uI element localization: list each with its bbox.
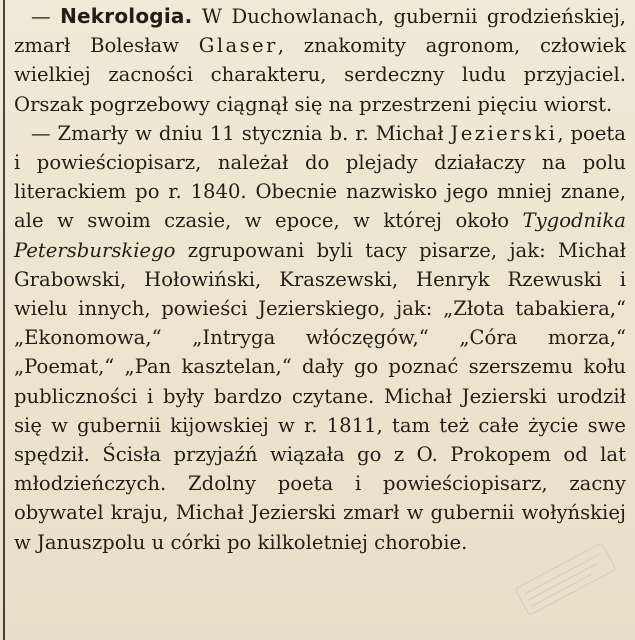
paragraph-text: , poeta i powieściopisarz, należał do plejady działaczy na polu literackiem po r. 1840. Obecnie nazwisko jego mniej znane, ale w swoim czasie, w epoce, w której około	[14, 121, 626, 233]
spaced-name: Jezierski	[450, 121, 558, 145]
article-column	[14, 2, 626, 557]
spaced-name: Glaser	[198, 34, 278, 58]
italic-title: Tygodnika Petersburskiego	[14, 209, 626, 262]
paragraph-text: W Duchowlanach, gubernii grodzieńskiej, zmarł Bolesław	[14, 5, 627, 58]
paragraph-text: — Zmarły w dniu 11 stycznia b. r. Michał	[31, 121, 451, 145]
dash: —	[31, 5, 61, 28]
obituary-paragraph-jezierski	[14, 119, 626, 557]
section-heading: Nekrologia.	[60, 4, 193, 28]
paragraph-text: zgrupowani byli tacy pisarze, jak: Michał Grabowski, Hołowiński, Kraszewski, Henryk Rzewuski i wielu innych, powieści Jezierskiego, jak: „Złota tabakiera,“ „Ekonomowa,“ „Intryga włóczęgów,“ „Córa morza,“ „Poemat,“ „Pan kasztelan,“ dały go poznać szerszemu kołu publiczności i były bardzo czytane. Michał Jezierski urodził się w gubernii kijowskiej w r. 1811, tam też całe życie swe spędził. Ścisła przyjaźń wiązała go z O. Prokopem od lat młodzieńczych. Zdolny poeta i powieściopisarz, zacny obywatel kraju, Michał Jezierski zmarł w gubernii wołyńskiej w Januszpolu u córki po kilkoletniej chorobie.	[14, 238, 626, 554]
column-rule	[3, 0, 5, 640]
obituary-paragraph-glaser	[14, 2, 626, 119]
paragraph-text: , znakomity agronom, człowiek wielkiej zacności charakteru, serdeczny ludu przyjaciel. Orszak pogrzebowy ciągnął się na przestrzeni pięciu wiorst.	[14, 34, 626, 116]
